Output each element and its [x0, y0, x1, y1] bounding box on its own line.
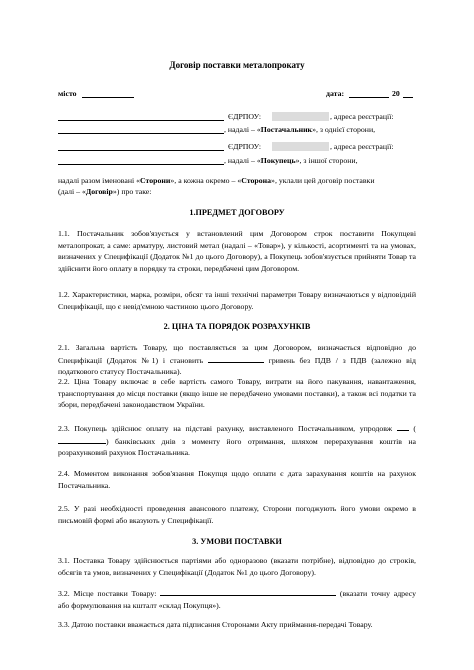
delivery-place-blank[interactable] — [160, 587, 336, 596]
clause-2-5: 2.5. У разі необхідності проведення авансового платежу, Сторони погоджують його умови окремо в письмовій формі або вказують у Специфікації. — [58, 504, 416, 525]
intro-line-2: (далі – «Договір») про таке: — [58, 187, 152, 196]
section-2-title: 2. ЦІНА ТА ПОРЯДОК РОЗРАХУНКІВ — [163, 322, 311, 331]
party1-address-blank[interactable] — [58, 133, 224, 134]
clause-2-2: 2.2. Ціна Товару включає в себе вартість самого Товару, витрати на його пакування, навантаження, транспортування до місця поставки (якщо інше не передбачено умовами поставки), а також всі податки та збори, передбачені законодавством України. — [58, 377, 416, 410]
clause-1-2: 1.2. Характеристики, марка, розміри, обсяг та інші технічні параметри Товару визначаються у відповідній Специфікації, що є невід'ємною частиною цього Договору. — [58, 290, 416, 311]
section-1-title: 1.ПРЕДМЕТ ДОГОВОРУ — [189, 208, 285, 217]
party2-name-blank[interactable] — [58, 150, 224, 151]
payment-days-blank[interactable] — [397, 422, 409, 431]
clause-3-3: 3.3. Датою поставки вважається дата підписання Сторонами Акту приймання-передачі Товару. — [58, 620, 373, 629]
party1-address-label: , адреса реєстрації: — [330, 112, 394, 121]
date-year-prefix: 20 — [392, 89, 400, 98]
clause-2-3: 2.3. Покупець здійснює оплату на підставі рахунку, виставленого Постачальником, упродовж () банківських днів з моменту його отримання, шляхом перерахування коштів на розрахунковий рахунок Постачальника. — [58, 424, 416, 458]
party1-role-line: , надалі – «Постачальник», з однієї сторони, — [224, 125, 376, 134]
year-blank[interactable] — [403, 97, 413, 98]
date-label: дата: — [326, 89, 345, 98]
clause-3-1: 3.1. Поставка Товару здійснюється партіями або одноразово (вказати потрібне), відповідно до строків, обсягів та умов, визначених у Специфікації (Додаток №1 до цього Договору). — [58, 556, 416, 577]
section-3-title: 3. УМОВИ ПОСТАВКИ — [192, 537, 282, 546]
party2-address-label: , адреса реєстрації: — [330, 142, 394, 151]
document-title: Договір поставки металопрокату — [169, 60, 305, 70]
date-blank[interactable] — [349, 97, 389, 98]
clause-2-4: 2.4. Моментом виконання зобов'язання Покупця щодо оплати є дата зарахування коштів на рахунок Постачальника. — [58, 469, 416, 490]
party2-role-line: , надалі – «Покупець», з іншої сторони, — [224, 156, 358, 165]
price-blank[interactable] — [208, 354, 264, 363]
city-blank[interactable] — [82, 97, 134, 98]
party1-edrpou-field[interactable] — [272, 112, 329, 121]
party2-edrpou-field[interactable] — [272, 142, 329, 151]
intro-line-1: надалі разом іменовані «Сторони», а кожна окремо – «Сторона», уклали цей договір поставки — [58, 176, 375, 185]
clause-2-1: 2.1. Загальна вартість Товару, що поставляється за цим Договором, визначається відповідно до Специфікації (Додаток №1) і становить гривень без ПДВ / з ПДВ (залежно від податкового статусу Постачальника). — [58, 343, 416, 377]
party2-edrpou-label: ЄДРПОУ: — [228, 142, 262, 151]
party1-name-blank[interactable] — [58, 120, 224, 121]
party1-edrpou-label: ЄДРПОУ: — [228, 112, 262, 121]
party1-role: Постачальник — [260, 125, 313, 134]
payment-days-words-blank[interactable] — [58, 435, 106, 444]
city-label: місто — [58, 89, 77, 98]
party2-address-blank[interactable] — [58, 164, 224, 165]
clause-3-2: 3.2. Місце поставки Товару: (вказати точну адресу або формулювання на кшталт «склад Покупця»). — [58, 589, 416, 610]
party2-role: Покупець — [260, 156, 296, 165]
clause-1-1: 1.1. Постачальник зобов'язується у встановлений цим Договором строк поставити Покупцеві металопрокат, а саме: арматуру, листовий метал (надалі – «Товар»), у кількості, асортименті та на умовах, визначених у Специфікації (Додаток №1 до цього Договору), а Покупець зобов'язується прийняти Товар та здійснити його оплату в порядку та строки, передбачені цим Договором. — [58, 229, 416, 273]
